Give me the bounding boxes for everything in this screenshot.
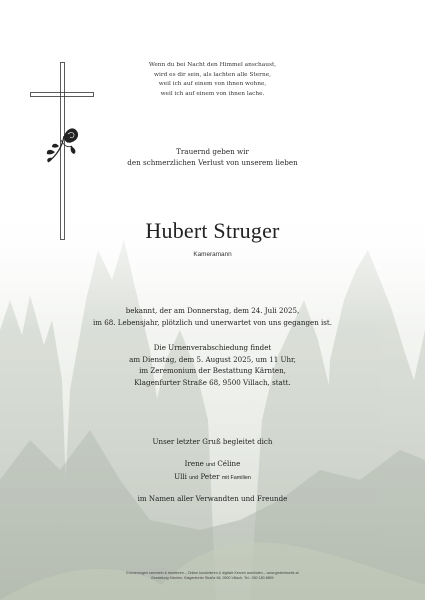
ceremony-line: im Zeremonium der Bestattung Kärnten, (139, 366, 286, 376)
poem-line: wird es dir sein, als lachten alle Sterne, (154, 71, 271, 78)
ceremony-line: Die Urnenverabschiedung findet (153, 343, 272, 352)
mourner-name: Peter (200, 472, 220, 482)
poem-line: weil ich auf einem von ihnen lache. (160, 90, 265, 97)
ceremony-line: am Dienstag, dem 5. August 2025, um 11 Uhr, (129, 354, 296, 364)
mourner-line (0, 458, 425, 472)
deceased-name: Hubert Struger (145, 218, 280, 243)
footer-line: Erinnerungen sammeln & bewahren – Online kondolieren & digitale Kerzen anzünden – www.gedenkseite.at (126, 571, 299, 575)
mourners (0, 436, 425, 485)
poem-line: Wenn du bei Nacht den Himmel anschaust, (148, 62, 277, 68)
mourner-name: Ulli (174, 472, 187, 482)
poem-line: weil ich auf einem von ihnen wohne, (158, 81, 267, 88)
deceased-occupation: Kameramann (193, 251, 232, 258)
mourner-suffix: mit Familien (221, 475, 251, 482)
ceremony-line: Klagenfurter Straße 68, 9500 Villach, statt. (134, 377, 291, 387)
footer-line: Bestattung Kärnten, Klagenfurter Straße 68, 9500 Villach, Tel.: 050 180 8899 (151, 576, 274, 581)
mourner-conjunction: und (206, 461, 216, 468)
intro-line: den schmerzlichen Verlust von unserem lieben (127, 158, 298, 167)
mourner-name: Irene (184, 458, 204, 468)
intro-line: Trauernd geben wir (176, 147, 249, 156)
closing-line: im Namen aller Verwandten und Freunde (137, 494, 288, 503)
mourner-conjunction: und (189, 475, 199, 482)
ceremony-info (0, 342, 425, 388)
mourner-name: Céline (217, 458, 241, 468)
farewell-line: Unser letzter Gruß begleitet dich (152, 437, 273, 446)
mourner-line (0, 471, 425, 485)
footer (0, 571, 425, 581)
death-notice-line: bekannt, der am Donnerstag, dem 24. Juli 2025, (125, 306, 300, 315)
death-notice (0, 305, 425, 328)
intro-text (0, 146, 425, 168)
death-notice-line: im 68. Lebensjahr, plötzlich und unerwartet von uns gegangen ist. (92, 317, 333, 327)
